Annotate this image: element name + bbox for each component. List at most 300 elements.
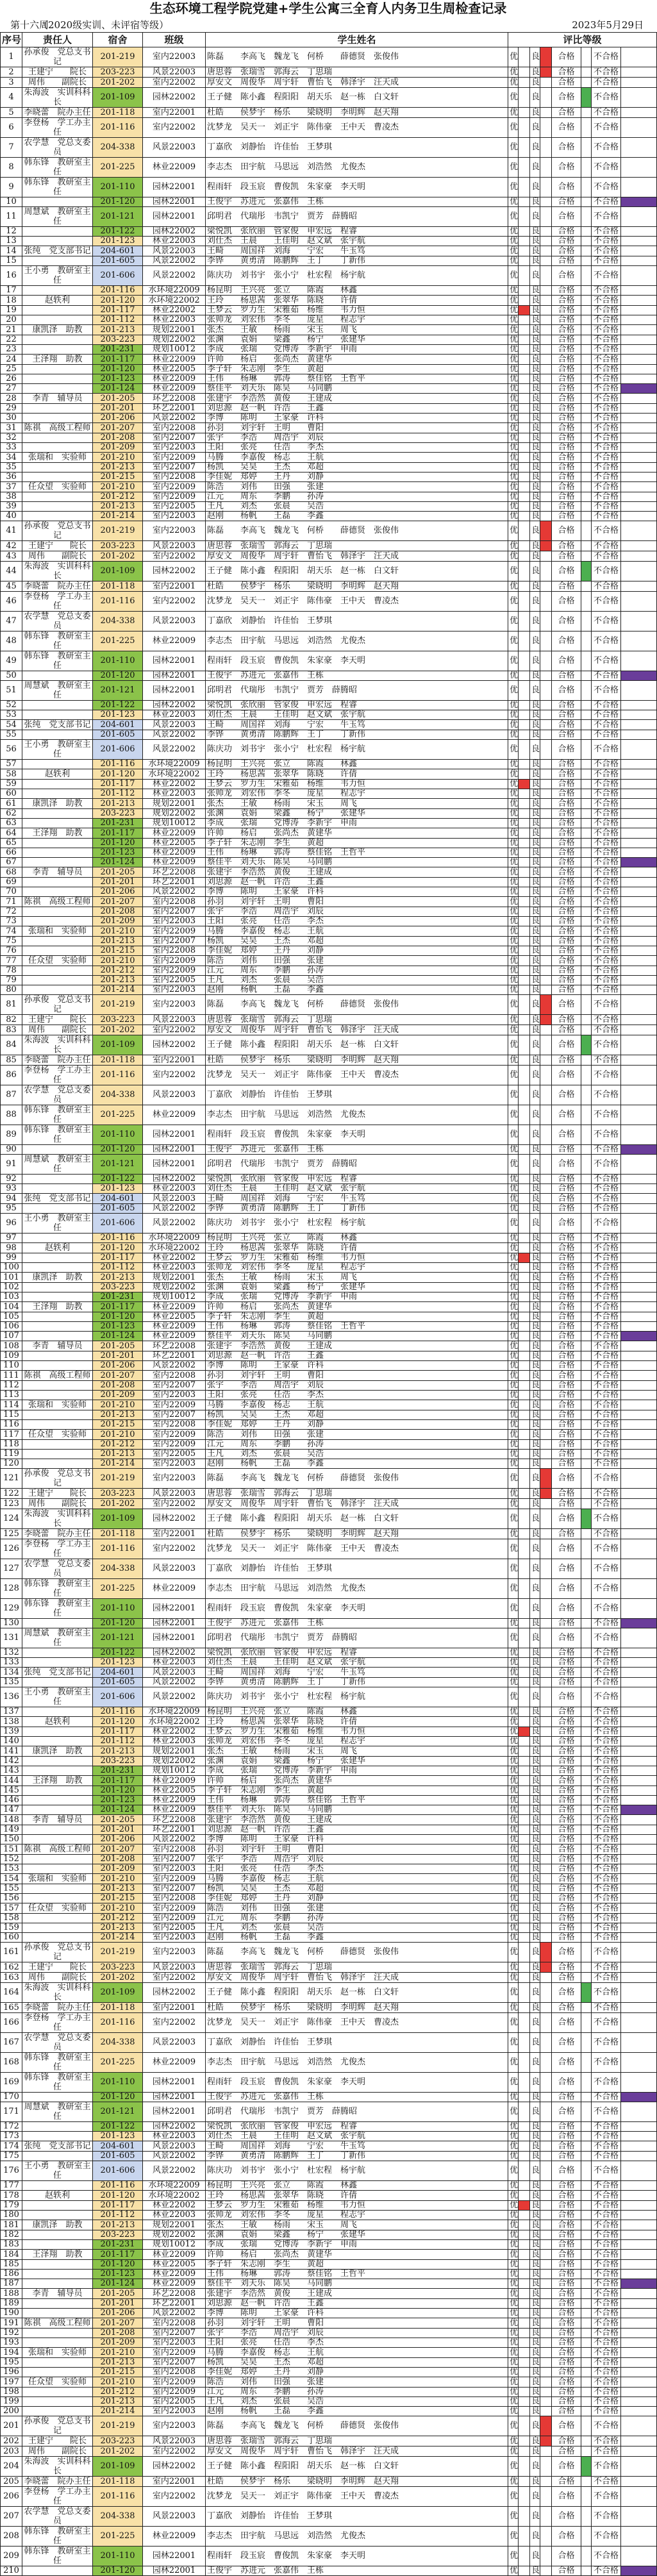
grade-label: 优 xyxy=(508,1410,519,1420)
grade-mark xyxy=(519,1864,530,1874)
row-class: 室内22003 xyxy=(143,521,206,541)
table-row xyxy=(1,551,657,562)
grade-mark xyxy=(519,1599,530,1619)
table-row xyxy=(1,2013,657,2033)
grade-label: 优 xyxy=(508,1194,519,1204)
grade-mark xyxy=(519,443,530,453)
row-number: 186 xyxy=(1,2270,22,2279)
row-number: 82 xyxy=(1,1015,22,1025)
row-number: 123 xyxy=(1,1499,22,1509)
grade-label: 良 xyxy=(530,414,540,423)
grade-label: 不合格 xyxy=(592,1322,621,1332)
grade-mark xyxy=(519,1145,530,1155)
row-students: 陈浩 刘伟 田强 张建 xyxy=(206,956,508,966)
grade-mark xyxy=(519,1105,530,1125)
grade-mark xyxy=(581,1184,592,1194)
grade-mark xyxy=(621,592,657,612)
grade-mark xyxy=(519,1628,530,1648)
grade-mark xyxy=(540,1687,552,1707)
grade-mark xyxy=(540,819,552,828)
row-class: 室内22007 xyxy=(143,463,206,473)
grade-mark xyxy=(540,158,552,178)
row-students: 李成 张瑞 党博涛 李新宇 申雨 xyxy=(206,1292,508,1302)
row-class: 室内22007 xyxy=(143,433,206,443)
row-dorm: 203-223 xyxy=(93,2230,143,2240)
grade-mark xyxy=(581,1529,592,1539)
grade-mark xyxy=(540,2093,552,2102)
grade-label: 合格 xyxy=(552,1253,581,1263)
grade-mark xyxy=(621,1499,657,1509)
grade-label: 优 xyxy=(508,1489,519,1499)
row-dorm: 201-110 xyxy=(93,2073,143,2093)
row-dorm: 201-606 xyxy=(93,1687,143,1707)
row-dorm: 201-120 xyxy=(93,769,143,780)
grade-mark xyxy=(581,2152,592,2161)
grade-mark xyxy=(621,1194,657,1204)
grade-label: 良 xyxy=(530,760,540,769)
row-manager: 李晓蕾 院办主任 xyxy=(22,1529,93,1539)
grade-mark xyxy=(519,1933,530,1943)
row-number: 56 xyxy=(1,740,22,760)
grade-mark xyxy=(621,2102,657,2122)
grade-mark xyxy=(581,1943,592,1962)
table-row xyxy=(1,1253,657,1263)
row-dorm: 204-338 xyxy=(93,1085,143,1105)
grade-label: 良 xyxy=(530,2477,540,2487)
grade-label: 合格 xyxy=(552,937,581,946)
table-row xyxy=(1,887,657,897)
row-class: 园林22002 xyxy=(143,227,206,237)
row-number: 4 xyxy=(1,88,22,108)
grade-mark xyxy=(621,1983,657,2003)
row-number: 114 xyxy=(1,1400,22,1410)
row-class: 园林22001 xyxy=(143,1628,206,1648)
grade-mark xyxy=(519,355,530,365)
grade-label: 良 xyxy=(530,2358,540,2368)
grade-mark xyxy=(621,1914,657,1923)
row-class: 风景22002 xyxy=(143,2309,206,2318)
row-students: 李志杰 田宇航 马思远 刘浩然 尤俊杰 xyxy=(206,1579,508,1599)
header-dorm: 宿舍 xyxy=(93,33,143,47)
grade-mark xyxy=(540,1973,552,1983)
grade-mark xyxy=(540,1559,552,1579)
row-number: 78 xyxy=(1,966,22,976)
row-dorm: 201-225 xyxy=(93,631,143,651)
grade-label: 不合格 xyxy=(592,2566,621,2576)
grade-mark xyxy=(621,1035,657,1055)
row-class: 水环境22009 xyxy=(143,1234,206,1243)
grade-label: 合格 xyxy=(552,710,581,720)
row-dorm: 201-201 xyxy=(93,1825,143,1835)
row-number: 71 xyxy=(1,897,22,907)
grade-label: 优 xyxy=(508,2329,519,2338)
grade-label: 不合格 xyxy=(592,1450,621,1459)
row-number: 12 xyxy=(1,227,22,237)
row-manager: 王小勇 教研室主任 xyxy=(22,2161,93,2181)
grade-label: 优 xyxy=(508,1025,519,1035)
grade-label: 不合格 xyxy=(592,443,621,453)
table-row xyxy=(1,1381,657,1391)
grade-mark xyxy=(621,521,657,541)
row-dorm: 201-210 xyxy=(93,1430,143,1440)
grade-label: 良 xyxy=(530,2053,540,2073)
grade-mark xyxy=(540,1825,552,1835)
row-manager: 陈祺 高级工程师 xyxy=(22,897,93,907)
row-students: 刘思源 赵一帆 许浩 王鑫 xyxy=(206,878,508,887)
row-class: 室内22007 xyxy=(143,1381,206,1391)
grade-mark xyxy=(519,2397,530,2407)
grade-label: 不合格 xyxy=(592,1825,621,1835)
row-class: 风景22003 xyxy=(143,541,206,551)
row-class: 园林22001 xyxy=(143,681,206,701)
grade-label: 优 xyxy=(508,2547,519,2566)
grade-label: 合格 xyxy=(552,1648,581,1658)
row-manager: 王泽翔 助教 xyxy=(22,1302,93,1312)
grade-mark xyxy=(519,88,530,108)
row-dorm: 201-116 xyxy=(93,1539,143,1559)
grade-mark xyxy=(540,266,552,286)
row-number: 35 xyxy=(1,463,22,473)
row-students: 程雨轩 段玉宸 曹俊凯 朱家豪 李天明 xyxy=(206,1125,508,1145)
grade-label: 良 xyxy=(530,1943,540,1962)
grade-label: 良 xyxy=(530,1559,540,1579)
grade-label: 良 xyxy=(530,839,540,848)
table-row xyxy=(1,848,657,858)
grade-mark xyxy=(519,1668,530,1678)
table-row xyxy=(1,1273,657,1283)
row-number: 145 xyxy=(1,1786,22,1796)
row-students: 刘思源 赵一帆 许浩 王鑫 xyxy=(206,2299,508,2309)
row-class: 室内22001 xyxy=(143,2003,206,2013)
row-number: 208 xyxy=(1,2527,22,2547)
row-dorm: 201-120 xyxy=(93,2566,143,2576)
row-manager xyxy=(22,710,93,720)
grade-mark xyxy=(519,1361,530,1371)
row-manager xyxy=(22,985,93,995)
grade-label: 不合格 xyxy=(592,2250,621,2260)
grade-label: 不合格 xyxy=(592,423,621,433)
grade-mark xyxy=(621,2457,657,2477)
row-number: 11 xyxy=(1,207,22,227)
grade-mark xyxy=(540,1903,552,1914)
grade-mark xyxy=(621,1145,657,1155)
grade-label: 良 xyxy=(530,1599,540,1619)
grade-mark xyxy=(621,1825,657,1835)
row-number: 124 xyxy=(1,1509,22,1529)
grade-mark xyxy=(540,78,552,88)
row-manager xyxy=(22,887,93,897)
grade-mark xyxy=(519,2547,530,2566)
table-row xyxy=(1,1302,657,1312)
grade-mark xyxy=(540,2201,552,2211)
grade-label: 良 xyxy=(530,1420,540,1430)
grade-label: 合格 xyxy=(552,1628,581,1648)
grade-label: 优 xyxy=(508,2397,519,2407)
grade-mark xyxy=(581,612,592,631)
row-dorm: 201-202 xyxy=(93,1025,143,1035)
table-row xyxy=(1,2338,657,2348)
grade-label: 不合格 xyxy=(592,2270,621,2279)
grade-mark xyxy=(540,2299,552,2309)
row-students: 程雨轩 段玉宸 曹俊凯 朱家豪 李天明 xyxy=(206,1599,508,1619)
row-manager xyxy=(22,1766,93,1776)
grade-label: 不合格 xyxy=(592,2289,621,2299)
row-number: 181 xyxy=(1,2220,22,2230)
grade-label: 合格 xyxy=(552,907,581,917)
row-number: 50 xyxy=(1,671,22,681)
row-dorm: 201-213 xyxy=(93,463,143,473)
row-number: 120 xyxy=(1,1459,22,1469)
grade-label: 优 xyxy=(508,780,519,789)
grade-label: 良 xyxy=(530,306,540,315)
grade-mark xyxy=(621,2003,657,2013)
grade-label: 合格 xyxy=(552,1727,581,1737)
row-class: 林业22003 xyxy=(143,2132,206,2141)
grade-mark xyxy=(540,1015,552,1025)
grade-mark xyxy=(581,2309,592,2318)
grade-mark xyxy=(621,926,657,937)
grade-mark xyxy=(581,256,592,266)
row-number: 105 xyxy=(1,1312,22,1322)
grade-mark xyxy=(540,502,552,512)
grade-label: 不合格 xyxy=(592,551,621,562)
row-dorm: 201-116 xyxy=(93,1234,143,1243)
row-number: 141 xyxy=(1,1746,22,1757)
grade-mark xyxy=(581,1874,592,1884)
grade-mark xyxy=(621,966,657,976)
grade-label: 合格 xyxy=(552,1341,581,1351)
row-class: 室内22007 xyxy=(143,2358,206,2368)
row-number: 44 xyxy=(1,562,22,581)
grade-label: 不合格 xyxy=(592,1914,621,1923)
grade-label: 良 xyxy=(530,158,540,178)
grade-mark xyxy=(540,2250,552,2260)
row-students: 王阳 张亮 任浩 李杰 xyxy=(206,1864,508,1874)
table-row xyxy=(1,433,657,443)
row-dorm: 201-606 xyxy=(93,266,143,286)
grade-mark xyxy=(519,1450,530,1459)
grade-label: 良 xyxy=(530,1430,540,1440)
table-row xyxy=(1,365,657,374)
grade-label: 良 xyxy=(530,878,540,887)
grade-mark xyxy=(540,118,552,138)
row-number: 76 xyxy=(1,946,22,956)
grade-label: 不合格 xyxy=(592,1381,621,1391)
row-students: 王伟 杨琳 郭涛 蔡佳铭 王哲平 xyxy=(206,848,508,858)
grade-label: 合格 xyxy=(552,266,581,286)
grade-label: 良 xyxy=(530,394,540,404)
row-class: 室内22007 xyxy=(143,907,206,917)
grade-mark xyxy=(621,1835,657,1844)
grade-mark xyxy=(540,394,552,404)
row-dorm: 201-215 xyxy=(93,1420,143,1430)
row-class: 风景22002 xyxy=(143,887,206,897)
grade-label: 良 xyxy=(530,1273,540,1283)
grade-mark xyxy=(621,404,657,414)
row-dorm: 201-120 xyxy=(93,2260,143,2270)
row-manager: 李登杨 学工办主任 xyxy=(22,1539,93,1559)
grade-label: 不合格 xyxy=(592,1943,621,1962)
grade-mark xyxy=(621,1737,657,1746)
grade-label: 不合格 xyxy=(592,47,621,67)
row-dorm: 201-117 xyxy=(93,2201,143,2211)
grade-mark xyxy=(621,2161,657,2181)
row-dorm: 201-122 xyxy=(93,1648,143,1658)
row-number: 48 xyxy=(1,631,22,651)
row-class: 林业22005 xyxy=(143,365,206,374)
grade-mark xyxy=(581,47,592,67)
grade-mark xyxy=(540,2230,552,2240)
grade-mark xyxy=(621,473,657,482)
grade-label: 良 xyxy=(530,2220,540,2230)
grade-label: 良 xyxy=(530,1914,540,1923)
grade-label: 良 xyxy=(530,2230,540,2240)
grade-mark xyxy=(540,306,552,315)
grade-mark xyxy=(540,2416,552,2436)
row-number: 96 xyxy=(1,1214,22,1234)
grade-label: 优 xyxy=(508,1015,519,1025)
grade-label: 不合格 xyxy=(592,828,621,839)
grade-mark xyxy=(519,1943,530,1962)
grade-label: 不合格 xyxy=(592,1766,621,1776)
row-students: 张帅龙 刘宏伟 李冬 庞星 程志宇 xyxy=(206,789,508,799)
row-class: 林业22009 xyxy=(143,1332,206,1341)
grade-mark xyxy=(621,1322,657,1332)
grade-label: 优 xyxy=(508,1923,519,1933)
row-dorm: 201-210 xyxy=(93,1874,143,1884)
row-class: 室内22001 xyxy=(143,2477,206,2487)
row-number: 199 xyxy=(1,2397,22,2407)
grade-mark xyxy=(581,2487,592,2507)
grade-mark xyxy=(621,1776,657,1786)
grade-label: 良 xyxy=(530,1825,540,1835)
grade-mark xyxy=(540,1628,552,1648)
row-class: 林业22009 xyxy=(143,374,206,384)
row-number: 106 xyxy=(1,1322,22,1332)
grade-mark xyxy=(540,433,552,443)
grade-label: 合格 xyxy=(552,2329,581,2338)
grade-mark xyxy=(540,2132,552,2141)
grade-mark xyxy=(540,2377,552,2388)
grade-mark xyxy=(540,858,552,867)
grade-mark xyxy=(540,2507,552,2527)
grade-label: 优 xyxy=(508,1933,519,1943)
grade-mark xyxy=(581,325,592,335)
row-dorm: 201-210 xyxy=(93,1400,143,1410)
grade-label: 优 xyxy=(508,1312,519,1322)
grade-mark xyxy=(581,1894,592,1903)
row-dorm: 201-118 xyxy=(93,2003,143,2013)
table-row xyxy=(1,1085,657,1105)
grade-mark xyxy=(540,2329,552,2338)
grade-mark xyxy=(540,443,552,453)
table-row xyxy=(1,799,657,809)
row-students: 王阳 张亮 任浩 李杰 xyxy=(206,2338,508,2348)
grade-label: 不合格 xyxy=(592,789,621,799)
grade-label: 不合格 xyxy=(592,1884,621,1894)
row-dorm: 201-202 xyxy=(93,1499,143,1509)
row-dorm: 203-223 xyxy=(93,1757,143,1766)
grade-label: 良 xyxy=(530,581,540,592)
row-number: 69 xyxy=(1,878,22,887)
row-number: 167 xyxy=(1,2033,22,2053)
row-class: 室内22009 xyxy=(143,1440,206,1450)
grade-label: 优 xyxy=(508,769,519,780)
row-class: 林业22003 xyxy=(143,315,206,325)
grade-label: 合格 xyxy=(552,47,581,67)
grade-label: 不合格 xyxy=(592,1855,621,1864)
grade-label: 不合格 xyxy=(592,2329,621,2338)
grade-mark xyxy=(581,1973,592,1983)
grade-mark xyxy=(519,1400,530,1410)
row-students: 陈庆功 刘书宇 张小宁 杜宏程 杨宇航 xyxy=(206,740,508,760)
row-students: 李博 陈明 王家豪 许科 xyxy=(206,1835,508,1844)
grade-label: 不合格 xyxy=(592,1391,621,1400)
table-row xyxy=(1,701,657,710)
grade-label: 不合格 xyxy=(592,384,621,394)
grade-mark xyxy=(621,246,657,256)
grade-mark xyxy=(519,2279,530,2289)
grade-label: 不合格 xyxy=(592,325,621,335)
row-class: 室内22002 xyxy=(143,1973,206,1983)
grade-label: 优 xyxy=(508,88,519,108)
row-number: 55 xyxy=(1,730,22,740)
grade-mark xyxy=(581,1234,592,1243)
grade-mark xyxy=(519,1459,530,1469)
row-students: 江元 周东 李鹏 孙涛 xyxy=(206,1914,508,1923)
row-dorm: 201-124 xyxy=(93,384,143,394)
row-manager: 康凯泽 助教 xyxy=(22,1746,93,1757)
row-manager: 韩东锋 教研室主任 xyxy=(22,178,93,197)
grade-label: 不合格 xyxy=(592,1894,621,1903)
row-class: 水环境22009 xyxy=(143,2181,206,2191)
row-manager: 韩东锋 教研室主任 xyxy=(22,1105,93,1125)
row-students: 厚安文 周俊华 周宇轩 曹怡飞 韩泽宇 汪天成 xyxy=(206,1973,508,1983)
row-class: 林业22005 xyxy=(143,1786,206,1796)
table-row xyxy=(1,355,657,365)
grade-mark xyxy=(621,730,657,740)
grade-mark xyxy=(519,1469,530,1489)
grade-label: 不合格 xyxy=(592,1727,621,1737)
grade-label: 合格 xyxy=(552,315,581,325)
grade-mark xyxy=(581,207,592,227)
grade-label: 合格 xyxy=(552,2033,581,2053)
grade-label: 优 xyxy=(508,1776,519,1786)
grade-label: 优 xyxy=(508,2053,519,2073)
grade-label: 良 xyxy=(530,2309,540,2318)
grade-label: 良 xyxy=(530,1055,540,1066)
row-number: 66 xyxy=(1,848,22,858)
grade-mark xyxy=(621,108,657,118)
grade-mark xyxy=(540,671,552,681)
grade-mark xyxy=(540,1263,552,1273)
table-row xyxy=(1,1835,657,1844)
grade-label: 优 xyxy=(508,1234,519,1243)
table-row xyxy=(1,1844,657,1855)
grade-mark xyxy=(581,2527,592,2547)
row-number: 171 xyxy=(1,2102,22,2122)
row-manager xyxy=(22,365,93,374)
grade-label: 优 xyxy=(508,1035,519,1055)
grade-mark xyxy=(540,1283,552,1292)
grade-mark xyxy=(519,2329,530,2338)
row-number: 23 xyxy=(1,345,22,355)
grade-mark xyxy=(621,502,657,512)
grade-mark xyxy=(540,828,552,839)
grade-label: 不合格 xyxy=(592,2358,621,2368)
grade-label: 优 xyxy=(508,1962,519,1973)
grade-label: 优 xyxy=(508,1204,519,1214)
